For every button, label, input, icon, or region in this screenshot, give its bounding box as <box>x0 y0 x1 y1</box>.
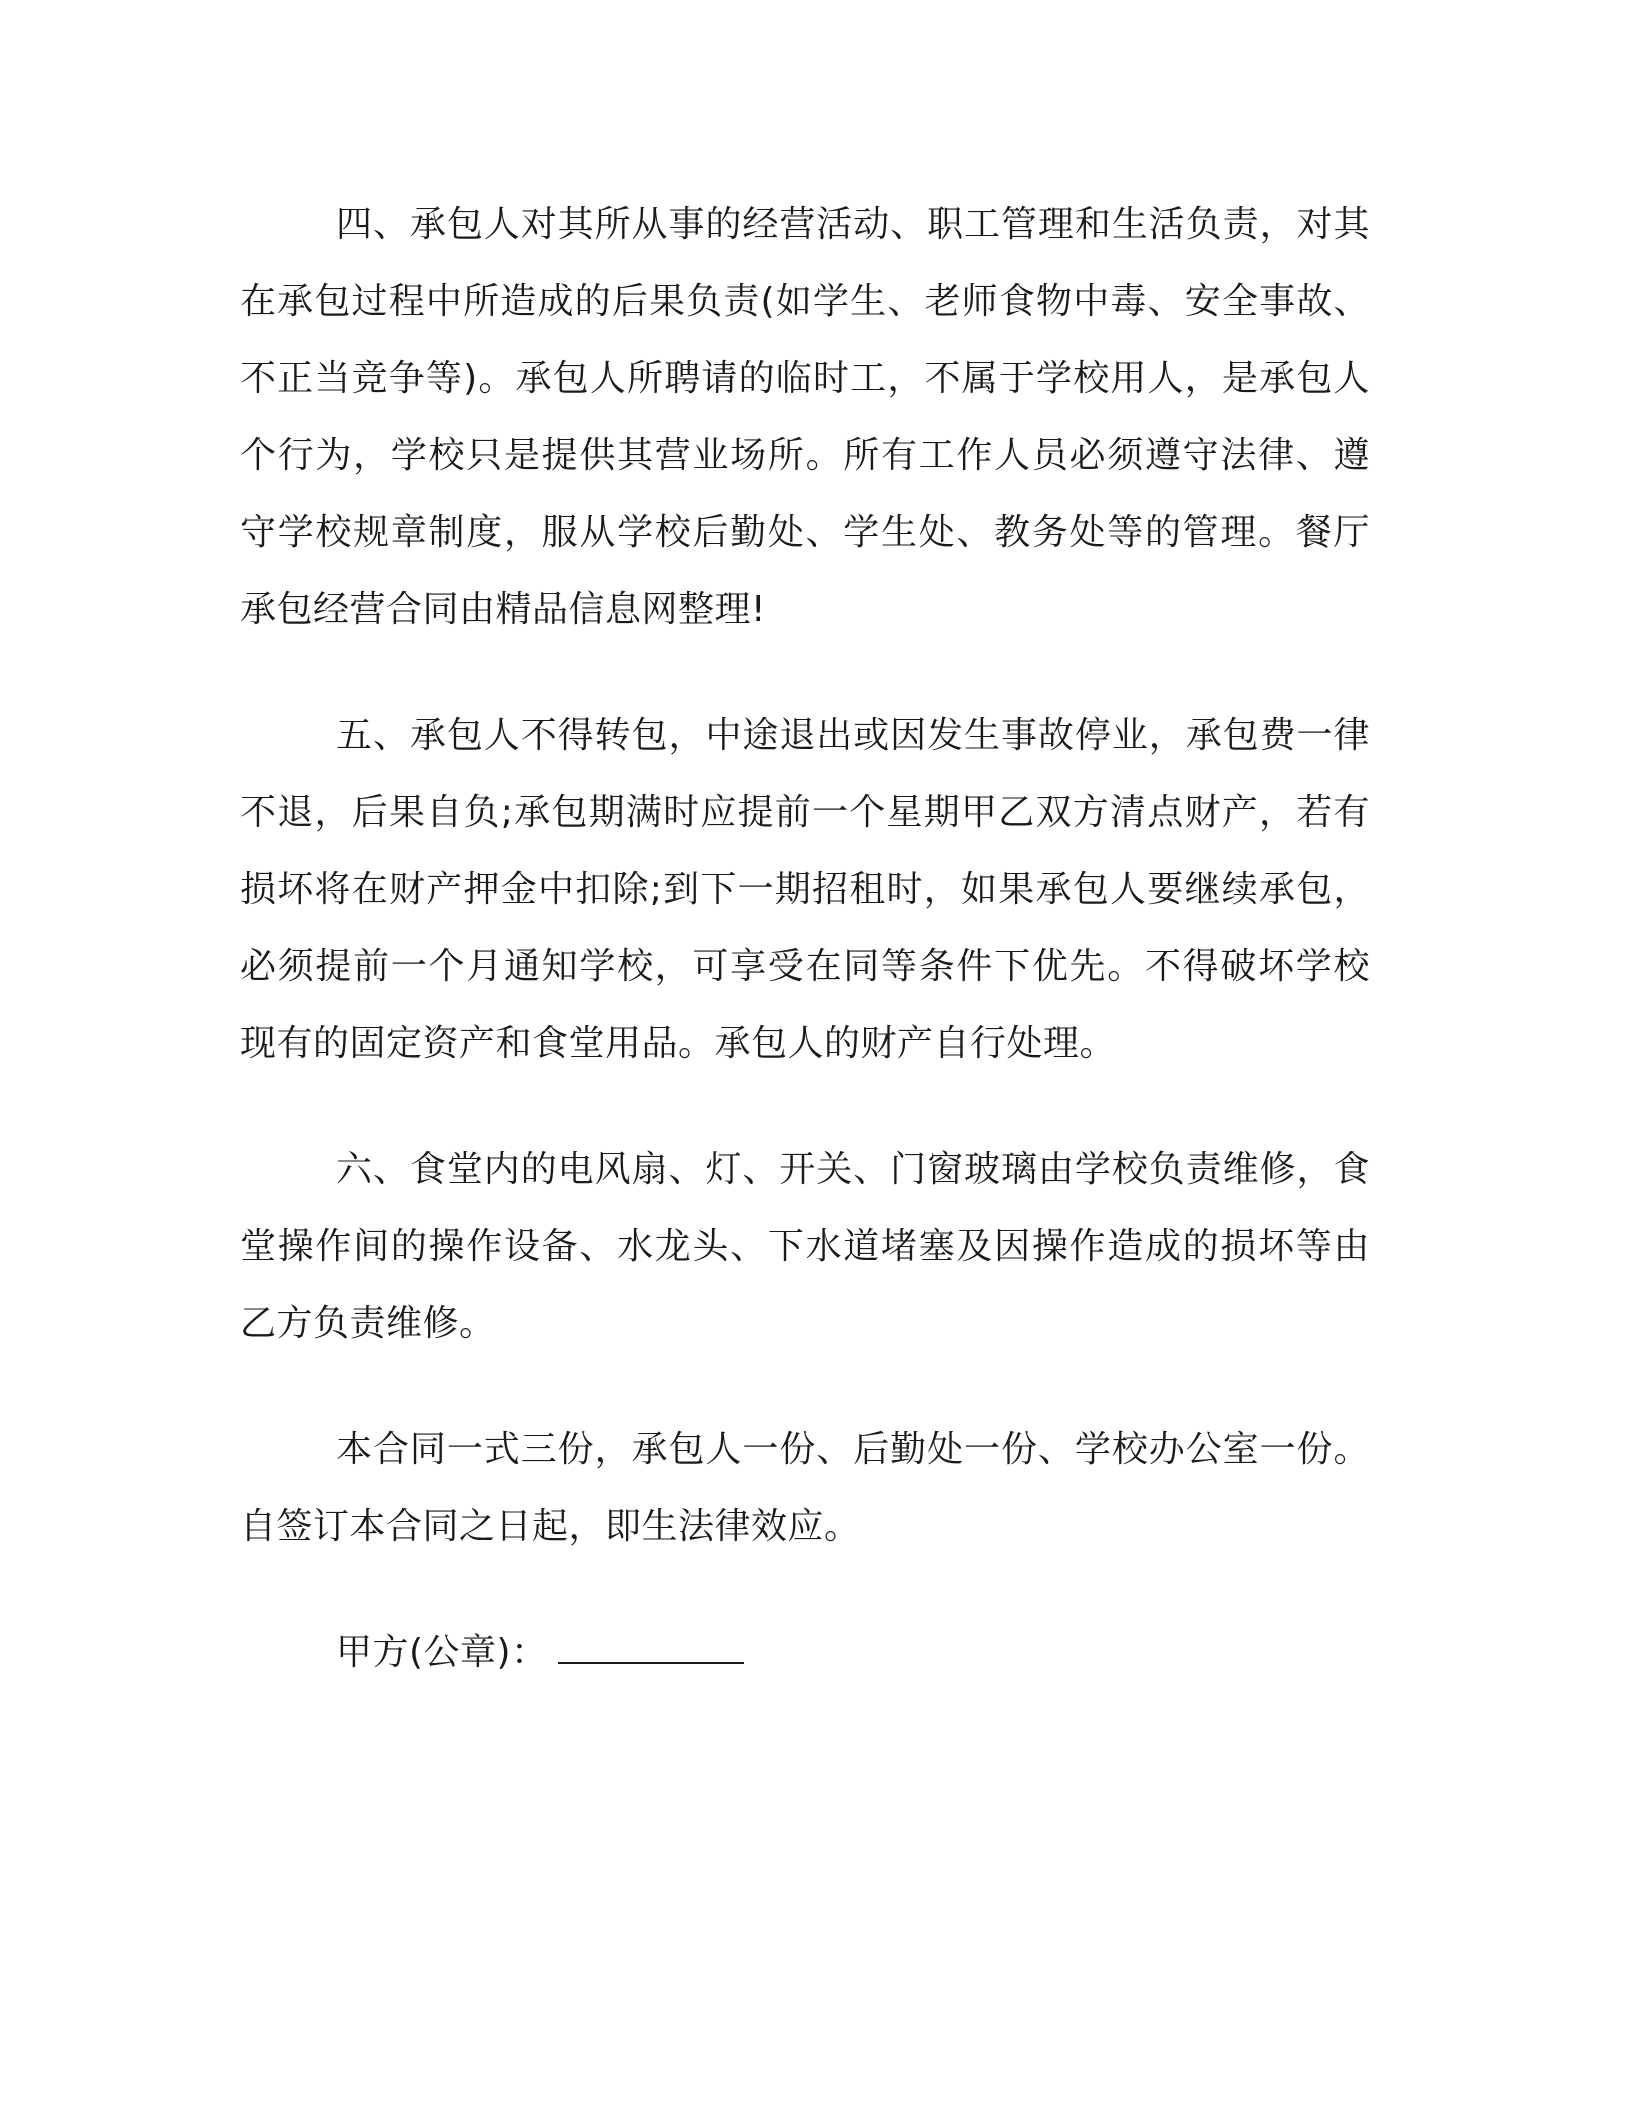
party-a-signature-line <box>240 1614 1370 1691</box>
clause-six-paragraph: 六、食堂内的电风扇、灯、开关、门窗玻璃由学校负责维修，食堂操作间的操作设备、水龙头、下水道堵塞及因操作造成的损坏等由乙方负责维修。 <box>240 1149 1370 1344</box>
copies-paragraph: 本合同一式三份，承包人一份、后勤处一份、学校办公室一份。自签订本合同之日起，即生法律效应。 <box>240 1429 1370 1547</box>
clause-four-paragraph: 四、承包人对其所从事的经营活动、职工管理和生活负责，对其在承包过程中所造成的后果负责(如学生、老师食物中毒、安全事故、不正当竞争等)。承包人所聘请的临时工，不属于学校用人，是承包人个行为，学校只是提供其营业场所。所有工作人员必须遵守法律、遵守学校规章制度，服从学校后勤处、学生处、教务处等的管理。餐厅承包经营合同由精品信息网整理! <box>240 204 1370 630</box>
document-body <box>240 186 1370 1691</box>
party-a-seal-label: 甲方(公章)： <box>336 1632 548 1673</box>
clause-five-paragraph: 五、承包人不得转包，中途退出或因发生事故停业，承包费一律不退，后果自负;承包期满时应提前一个星期甲乙双方清点财产，若有损坏将在财产押金中扣除;到下一期招租时，如果承包人要继续承包，必须提前一个月通知学校，可享受在同等条件下优先。不得破坏学校现有的固定资产和食堂用品。承包人的财产自行处理。 <box>240 715 1370 1064</box>
signature-blank <box>558 1632 744 1664</box>
